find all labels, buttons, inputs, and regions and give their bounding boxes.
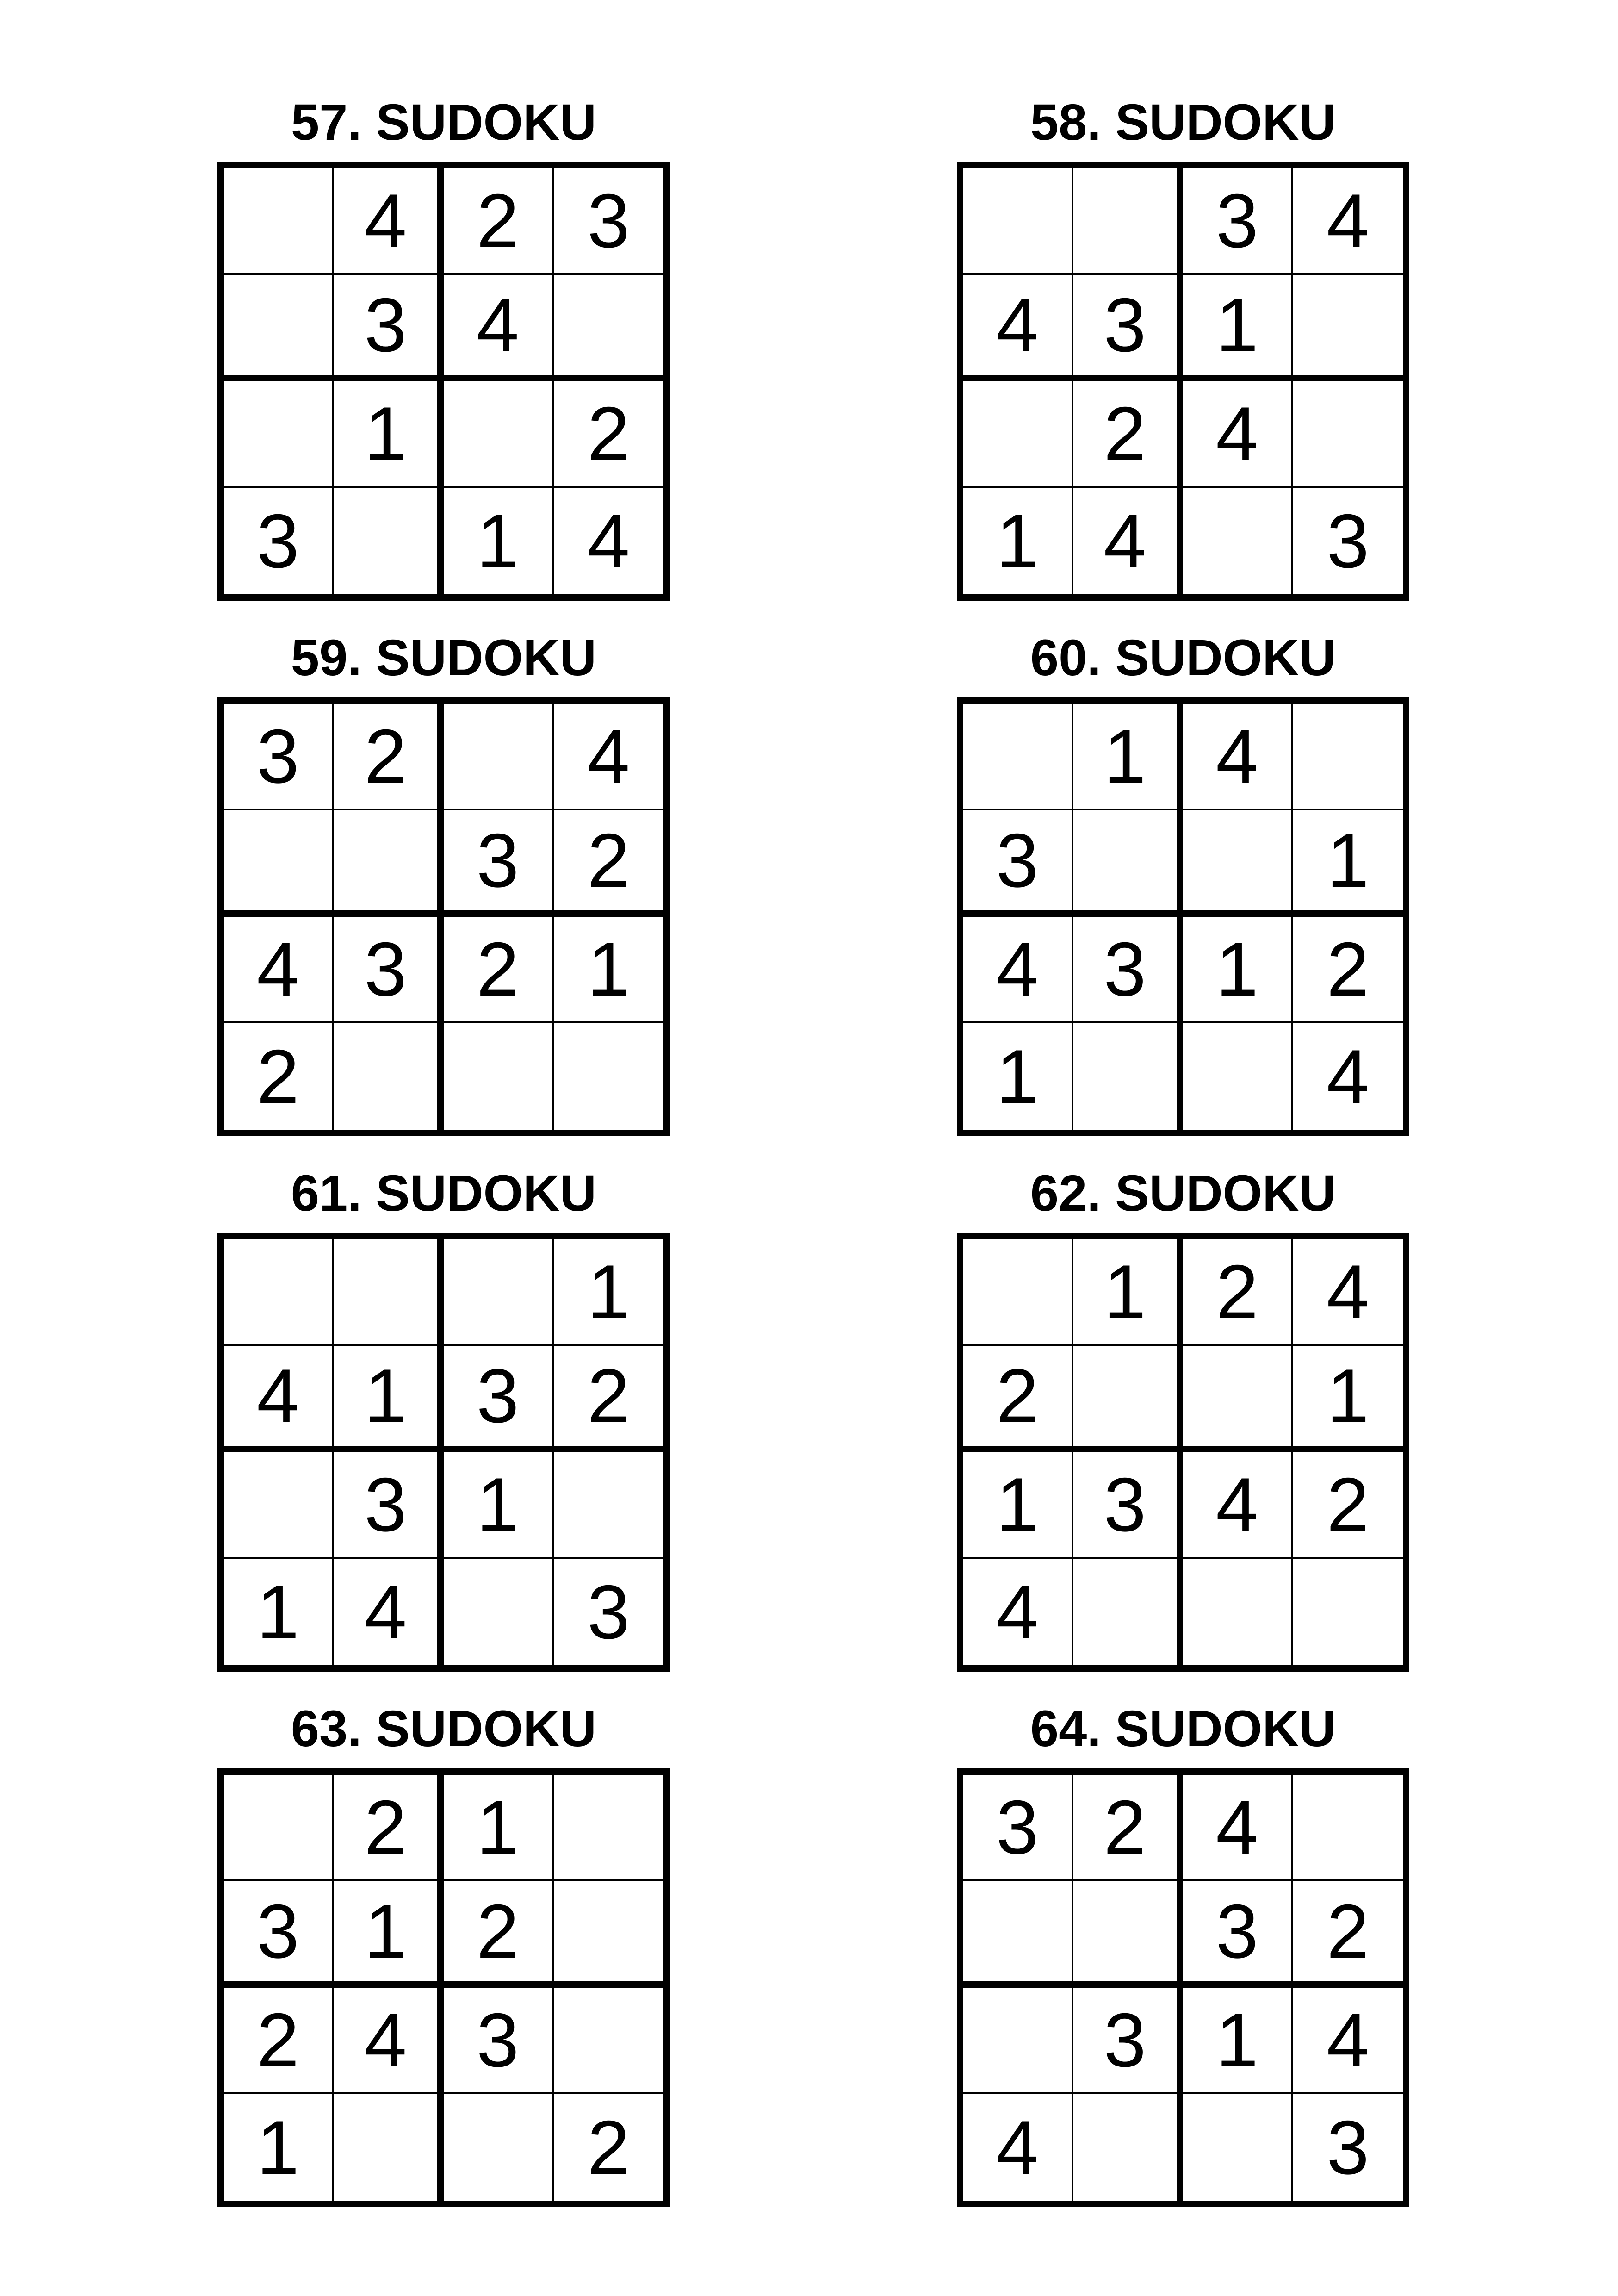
sudoku-cell xyxy=(963,704,1073,810)
sudoku-cell: 3 xyxy=(1327,2104,1370,2190)
sudoku-cell xyxy=(963,1881,1073,1988)
sudoku-cell: 2 xyxy=(1073,381,1184,488)
sudoku-cell xyxy=(444,1559,554,1665)
sudoku-cell: 3 xyxy=(444,1346,554,1452)
sudoku-cell: 1 xyxy=(963,1023,1073,1130)
sudoku-cell xyxy=(444,1239,554,1346)
sudoku-cell xyxy=(1073,1559,1184,1665)
sudoku-cell: 4 xyxy=(963,1559,1073,1665)
sudoku-cell: 4 xyxy=(587,498,630,584)
sudoku-cell xyxy=(554,1988,664,2094)
sudoku-cell xyxy=(1183,810,1293,917)
sudoku-cell xyxy=(554,1775,664,1881)
sudoku-board xyxy=(217,697,670,1136)
sudoku-cell: 1 xyxy=(963,488,1073,594)
sudoku-cell: 2 xyxy=(444,1881,554,1988)
sudoku-cell: 3 xyxy=(1073,1452,1184,1559)
sudoku-cell: 4 xyxy=(224,1346,334,1452)
sudoku-cell: 3 xyxy=(444,810,554,917)
sudoku-cell: 1 xyxy=(554,1239,664,1346)
sudoku-cell: 4 xyxy=(1183,704,1293,810)
sudoku-cell xyxy=(224,381,334,488)
sudoku-cell xyxy=(1073,810,1184,917)
sudoku-cell: 2 xyxy=(554,381,664,488)
sudoku-cell: 1 xyxy=(334,381,444,488)
sudoku-cell: 3 xyxy=(224,488,334,594)
sudoku-cell xyxy=(963,381,1073,488)
sudoku-cell: 1 xyxy=(334,1346,444,1452)
sudoku-cell: 4 xyxy=(1073,488,1184,594)
sudoku-cell: 2 xyxy=(963,1346,1073,1452)
sudoku-cell: 3 xyxy=(587,1569,630,1655)
sudoku-cell: 1 xyxy=(963,1452,1073,1559)
sudoku-cell xyxy=(963,168,1073,275)
sudoku-cell: 2 xyxy=(224,1023,334,1130)
sudoku-cell: 1 xyxy=(224,1559,334,1665)
sudoku-board xyxy=(217,1233,670,1672)
sudoku-cell: 1 xyxy=(554,917,664,1023)
sudoku-cell: 3 xyxy=(1073,275,1184,381)
sudoku-cell xyxy=(1183,1559,1293,1665)
sudoku-cell xyxy=(554,275,664,381)
sudoku-cell: 4 xyxy=(963,275,1073,381)
sudoku-cell xyxy=(963,1239,1073,1346)
sudoku-cell: 2 xyxy=(554,1346,664,1452)
sudoku-cell: 4 xyxy=(444,275,554,381)
sudoku-cell: 4 xyxy=(554,704,664,810)
sudoku-cell xyxy=(1073,1881,1184,1988)
sudoku-cell: 2 xyxy=(1183,1239,1293,1346)
sudoku-board xyxy=(957,1233,1409,1672)
sudoku-cell: 4 xyxy=(1183,1775,1293,1881)
sudoku-board xyxy=(217,162,670,601)
sudoku-cell: 1 xyxy=(1073,1239,1184,1346)
sudoku-cell: 3 xyxy=(1183,1881,1293,1988)
sudoku-board xyxy=(957,1768,1409,2207)
sudoku-cell xyxy=(224,275,334,381)
sudoku-cell xyxy=(1293,704,1403,810)
sudoku-cell: 1 xyxy=(1183,917,1293,1023)
sudoku-board xyxy=(217,1768,670,2207)
sudoku-cell: 1 xyxy=(224,2094,334,2201)
sudoku-cell xyxy=(554,1452,664,1559)
sudoku-cell: 3 xyxy=(963,810,1073,917)
sudoku-cell: 3 xyxy=(1183,168,1293,275)
sudoku-cell xyxy=(554,1023,664,1130)
sudoku-cell: 4 xyxy=(1293,1239,1403,1346)
sudoku-cell: 4 xyxy=(334,168,444,275)
sudoku-cell: 2 xyxy=(554,810,664,917)
sudoku-cell: 4 xyxy=(1183,1452,1293,1559)
sudoku-cell: 3 xyxy=(1073,1988,1184,2094)
sudoku-cell xyxy=(1293,1559,1403,1665)
sudoku-cell xyxy=(1073,1023,1184,1130)
sudoku-cell: 2 xyxy=(334,704,444,810)
sudoku-cell: 2 xyxy=(587,2104,630,2190)
sudoku-cell xyxy=(334,1023,444,1130)
sudoku-board xyxy=(957,697,1409,1136)
sudoku-cell: 3 xyxy=(224,1881,334,1988)
sudoku-cell: 4 xyxy=(224,917,334,1023)
sudoku-cell: 1 xyxy=(1183,275,1293,381)
sudoku-cell: 4 xyxy=(1327,1033,1370,1119)
sudoku-cell: 1 xyxy=(1073,704,1184,810)
sudoku-cell xyxy=(1183,1346,1293,1452)
sudoku-cell: 3 xyxy=(444,1988,554,2094)
sudoku-cell: 4 xyxy=(1293,168,1403,275)
sudoku-cell xyxy=(224,1452,334,1559)
puzzle-title: 57. SUDOKU xyxy=(291,94,597,151)
sudoku-cell: 1 xyxy=(334,1881,444,1988)
sudoku-cell: 2 xyxy=(1293,1881,1403,1988)
sudoku-cell xyxy=(444,704,554,810)
sudoku-cell xyxy=(1183,2094,1293,2201)
sudoku-cell: 1 xyxy=(1183,1988,1293,2094)
sudoku-cell: 2 xyxy=(334,1775,444,1881)
sudoku-cell: 4 xyxy=(963,917,1073,1023)
sudoku-cell xyxy=(963,1988,1073,2094)
sudoku-cell: 3 xyxy=(224,704,334,810)
sudoku-cell xyxy=(1073,2094,1184,2201)
sudoku-cell xyxy=(1183,488,1293,594)
sudoku-cell: 3 xyxy=(334,1452,444,1559)
sudoku-cell xyxy=(1183,1023,1293,1130)
sudoku-cell xyxy=(1293,275,1403,381)
puzzle-title: 59. SUDOKU xyxy=(291,629,597,686)
sudoku-cell: 4 xyxy=(334,1988,444,2094)
sudoku-cell: 3 xyxy=(963,1775,1073,1881)
puzzle-title: 62. SUDOKU xyxy=(1030,1165,1336,1222)
puzzle-title: 60. SUDOKU xyxy=(1030,629,1336,686)
sudoku-cell: 1 xyxy=(444,1452,554,1559)
sudoku-cell: 1 xyxy=(1293,810,1403,917)
sudoku-cell xyxy=(1293,381,1403,488)
sudoku-cell xyxy=(224,1239,334,1346)
sudoku-cell xyxy=(444,2094,554,2201)
sudoku-cell: 2 xyxy=(1073,1775,1184,1881)
sudoku-cell xyxy=(224,168,334,275)
sudoku-cell: 1 xyxy=(444,488,554,594)
puzzle-title: 58. SUDOKU xyxy=(1030,94,1336,151)
sudoku-cell xyxy=(224,810,334,917)
sudoku-cell xyxy=(1293,1775,1403,1881)
puzzle-title: 63. SUDOKU xyxy=(291,1700,597,1757)
sudoku-cell: 2 xyxy=(1293,1452,1403,1559)
sudoku-cell xyxy=(224,1775,334,1881)
puzzle-title: 61. SUDOKU xyxy=(291,1165,597,1222)
sudoku-cell: 1 xyxy=(444,1775,554,1881)
sudoku-cell: 4 xyxy=(1293,1988,1403,2094)
sudoku-cell xyxy=(334,810,444,917)
sudoku-board xyxy=(957,162,1409,601)
puzzle-title: 64. SUDOKU xyxy=(1030,1700,1336,1757)
sudoku-cell: 3 xyxy=(1327,498,1370,584)
sudoku-cell: 4 xyxy=(334,1559,444,1665)
sudoku-cell xyxy=(1073,168,1184,275)
sudoku-cell: 3 xyxy=(554,168,664,275)
sudoku-cell: 1 xyxy=(1293,1346,1403,1452)
sudoku-cell xyxy=(334,488,444,594)
sudoku-cell xyxy=(1073,1346,1184,1452)
sudoku-cell: 4 xyxy=(963,2094,1073,2201)
sudoku-cell xyxy=(334,2094,444,2201)
sudoku-cell: 3 xyxy=(1073,917,1184,1023)
sudoku-cell: 2 xyxy=(1293,917,1403,1023)
sudoku-cell: 4 xyxy=(1183,381,1293,488)
sudoku-cell xyxy=(444,381,554,488)
sudoku-cell: 2 xyxy=(224,1988,334,2094)
sudoku-cell xyxy=(334,1239,444,1346)
sudoku-cell: 2 xyxy=(444,917,554,1023)
sudoku-cell xyxy=(554,1881,664,1988)
sudoku-cell: 2 xyxy=(444,168,554,275)
sudoku-cell: 3 xyxy=(334,917,444,1023)
sudoku-cell: 3 xyxy=(334,275,444,381)
sudoku-cell xyxy=(444,1023,554,1130)
